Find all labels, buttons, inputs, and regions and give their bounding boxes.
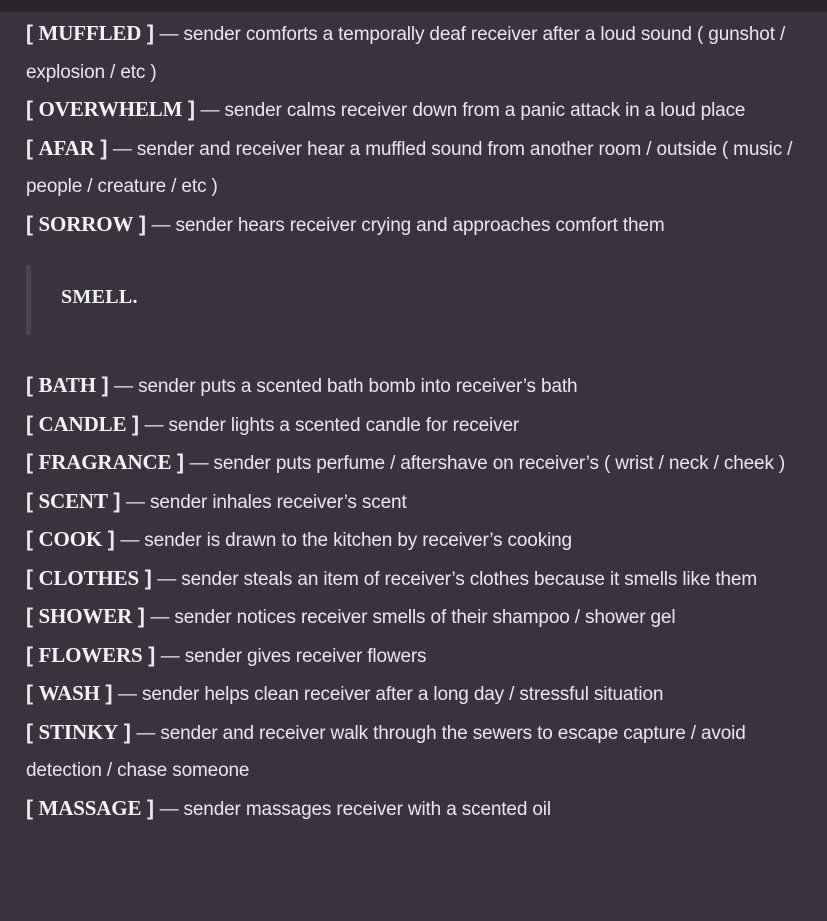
entry-description: — sender puts a scented bath bomb into receiver’s bath	[114, 376, 578, 397]
prompt-list	[26, 15, 816, 828]
entry-tag: COOK	[38, 527, 103, 551]
list-item: [ CANDLE ] — sender lights a scented candle for receiver	[26, 411, 520, 436]
entry-description: — sender helps clean receiver after a long day / stressful situation	[118, 684, 664, 705]
entry-tag: MASSAGE	[38, 795, 142, 820]
entry-description: — sender notices receiver smells of their shampoo / shower gel	[150, 607, 676, 628]
list-item: [ MASSAGE ] — sender massages receiver with a scented oil	[26, 795, 551, 820]
entry-tag: CLOTHES	[38, 565, 140, 590]
entry-tag: CANDLE	[38, 411, 127, 436]
list-item: [ CLOTHES ] — sender steals an item of receiver’s clothes because it smells like them	[26, 565, 758, 590]
blockquote-bar	[26, 265, 31, 335]
entry-tag: SHOWER	[38, 604, 133, 628]
list-item: [ OVERWHELM ] — sender calms receiver down from a panic attack in a loud place	[26, 97, 746, 121]
list-item: [ COOK ] — sender is drawn to the kitchen by receiver’s cooking	[26, 527, 572, 551]
entry-description: — sender lights a scented candle for receiver	[144, 414, 520, 436]
entry-description: — sender gives receiver flowers	[160, 645, 427, 667]
list-item: [ FRAGRANCE ] — sender puts perfume / aftershave on receiver’s ( wrist / neck / cheek )	[26, 450, 786, 474]
entry-tag: WASH	[38, 681, 100, 705]
entry-tag: FLOWERS	[38, 642, 143, 667]
list-item: [ AFAR ] — sender and receiver hear a muffled sound from another room / outside ( music / people / creature / etc )	[26, 135, 793, 197]
entry-description: — sender puts perfume / aftershave on receiver’s ( wrist / neck / cheek )	[189, 453, 786, 474]
list-item: [ FLOWERS ] — sender gives receiver flowers	[26, 642, 427, 667]
section-title: SMELL.	[61, 286, 138, 308]
entry-description: — sender comforts a temporally deaf receiver after a loud sound ( gunshot / explosion / etc )	[26, 24, 786, 83]
entry-description: — sender massages receiver with a scented oil	[159, 798, 551, 820]
entry-description: — sender is drawn to the kitchen by receiver’s cooking	[120, 530, 572, 551]
entry-tag: FRAGRANCE	[38, 450, 172, 474]
entry-description: — sender hears receiver crying and approaches comfort them	[151, 214, 665, 236]
list-item: [ SCENT ] — sender inhales receiver’s scent	[26, 488, 407, 513]
entry-tag: SORROW	[38, 211, 134, 236]
entry-tag: MUFFLED	[38, 21, 142, 45]
list-item: [ SORROW ] — sender hears receiver crying and approaches comfort them	[26, 211, 665, 236]
entry-description: — sender steals an item of receiver’s clothes because it smells like them	[157, 568, 758, 590]
entry-tag: BATH	[38, 373, 96, 397]
entry-description: — sender inhales receiver’s scent	[126, 491, 407, 513]
list-item: [ BATH ] — sender puts a scented bath bomb into receiver’s bath	[26, 373, 578, 397]
entry-tag: AFAR	[38, 135, 95, 160]
list-item: [ SHOWER ] — sender notices receiver smells of their shampoo / shower gel	[26, 604, 676, 628]
entry-description: — sender and receiver hear a muffled sound from another room / outside ( music / people / creature / etc )	[26, 138, 793, 197]
entry-description: — sender calms receiver down from a panic attack in a loud place	[200, 100, 746, 121]
entry-tag: STINKY	[38, 719, 119, 744]
list-item: [ STINKY ] — sender and receiver walk through the sewers to escape capture / avoid detection / chase someone	[26, 719, 746, 781]
top-bar	[0, 0, 827, 12]
entry-tag: SCENT	[38, 488, 108, 513]
entry-description: — sender and receiver walk through the sewers to escape capture / avoid detection / chase someone	[26, 722, 746, 781]
section-heading-block	[26, 265, 816, 335]
entry-tag: OVERWHELM	[38, 97, 183, 121]
list-item: [ MUFFLED ] — sender comforts a temporally deaf receiver after a loud sound ( gunshot / explosion / etc )	[26, 21, 786, 83]
list-item: [ WASH ] — sender helps clean receiver after a long day / stressful situation	[26, 681, 664, 705]
